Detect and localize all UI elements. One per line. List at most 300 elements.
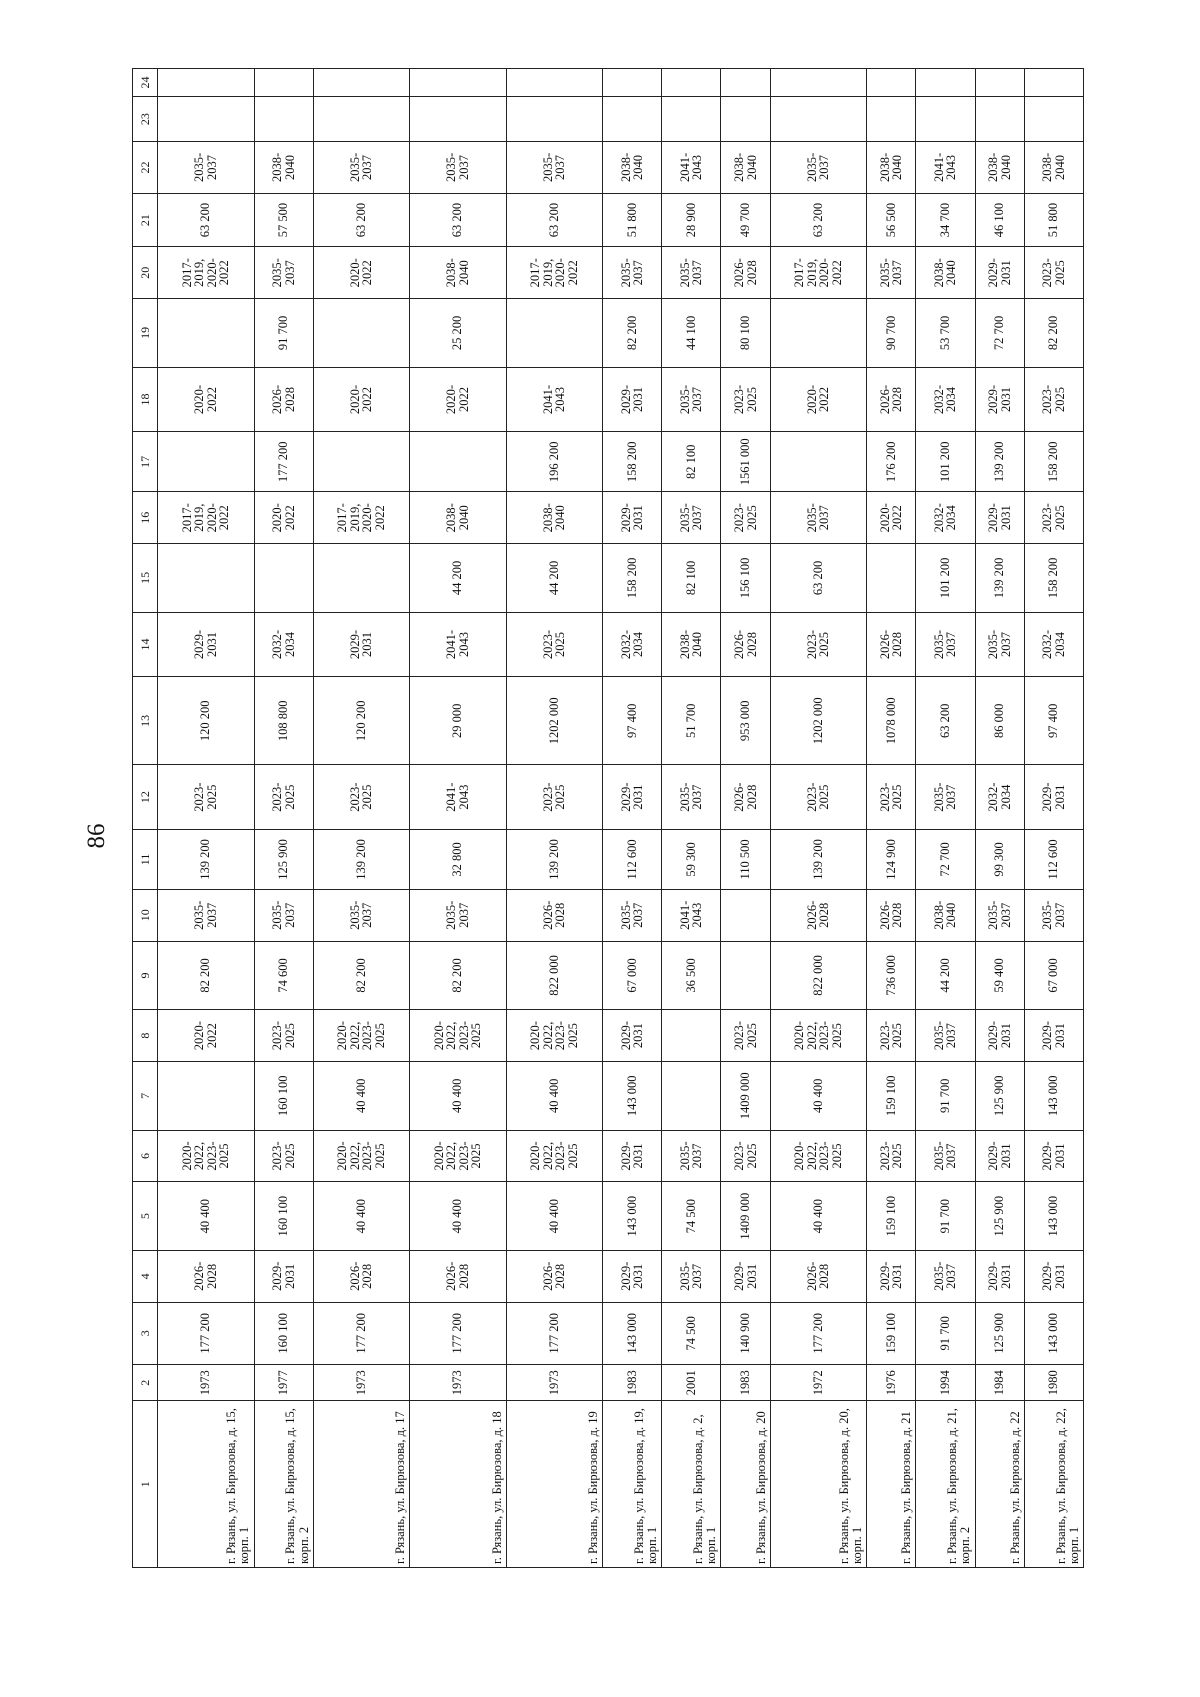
period-cell: 2020- 2022	[867, 492, 916, 544]
amount-cell	[313, 432, 410, 492]
period-cell: 2035- 2037	[662, 247, 721, 299]
build-year-cell: 1980	[1024, 1364, 1083, 1401]
period-cell: 2023- 2025	[1024, 367, 1083, 431]
period-cell: 2023- 2025	[254, 765, 313, 829]
period-cell: 2035- 2037	[662, 765, 721, 829]
period-cell: 2038- 2040	[410, 492, 507, 544]
period-cell: 2029- 2031	[1024, 1130, 1083, 1182]
amount-cell: 44 200	[506, 544, 603, 613]
column-header-3: 3	[133, 1302, 158, 1364]
period-cell: 2023- 2025	[867, 1010, 916, 1062]
build-year-cell: 1983	[603, 1364, 662, 1401]
period-cell: 2026- 2028	[254, 367, 313, 431]
amount-cell: 63 200	[410, 193, 507, 247]
amount-cell	[506, 97, 603, 142]
build-year-cell: 1977	[254, 1364, 313, 1401]
address-cell: г. Рязань, ул. Бирюзова, д. 19, корп. 1	[603, 1401, 662, 1568]
amount-cell	[313, 97, 410, 142]
amount-cell: 40 400	[410, 1061, 507, 1130]
table-row	[506, 69, 603, 1568]
period-cell: 2035- 2037	[662, 1130, 721, 1182]
period-cell	[662, 1010, 721, 1062]
amount-cell: 28 900	[662, 193, 721, 247]
amount-cell: 160 100	[254, 1302, 313, 1364]
amount-cell: 143 000	[1024, 1182, 1083, 1251]
amount-cell	[158, 69, 255, 97]
period-cell: 2017- 2019, 2020- 2022	[158, 247, 255, 299]
amount-cell: 112 600	[603, 829, 662, 889]
amount-cell	[721, 97, 770, 142]
amount-cell	[770, 299, 867, 368]
amount-cell: 82 100	[662, 544, 721, 613]
amount-cell: 125 900	[975, 1061, 1024, 1130]
period-cell: 2020- 2022, 2023- 2025	[506, 1010, 603, 1062]
period-cell: 2035- 2037	[506, 142, 603, 194]
amount-cell: 101 200	[916, 544, 975, 613]
amount-cell: 97 400	[603, 677, 662, 765]
amount-cell: 40 400	[506, 1061, 603, 1130]
column-header-4: 4	[133, 1251, 158, 1303]
period-cell: 2032- 2034	[975, 765, 1024, 829]
amount-cell: 139 200	[975, 432, 1024, 492]
amount-cell	[158, 299, 255, 368]
table-row	[313, 69, 410, 1568]
table-row	[603, 69, 662, 1568]
amount-cell: 59 300	[662, 829, 721, 889]
amount-cell: 74 500	[662, 1302, 721, 1364]
amount-cell: 158 200	[603, 544, 662, 613]
period-cell: 2023- 2025	[254, 1130, 313, 1182]
amount-cell: 101 200	[916, 432, 975, 492]
period-cell: 2023- 2025	[506, 765, 603, 829]
amount-cell: 67 000	[1024, 941, 1083, 1010]
period-cell: 2023- 2025	[770, 765, 867, 829]
amount-cell: 82 200	[410, 941, 507, 1010]
amount-cell: 1409 000	[721, 1182, 770, 1251]
period-cell: 2026- 2028	[770, 1251, 867, 1303]
period-cell: 2023- 2025	[313, 765, 410, 829]
amount-cell: 63 200	[158, 193, 255, 247]
amount-cell: 120 200	[158, 677, 255, 765]
amount-cell: 139 200	[506, 829, 603, 889]
period-cell: 2041- 2043	[410, 612, 507, 676]
period-cell: 2041- 2043	[916, 142, 975, 194]
build-year-cell: 1976	[867, 1364, 916, 1401]
amount-cell: 63 200	[770, 544, 867, 613]
period-cell: 2023- 2025	[867, 1130, 916, 1182]
table-row	[867, 69, 916, 1568]
period-cell: 2020- 2022, 2023- 2025	[770, 1130, 867, 1182]
amount-cell: 120 200	[313, 677, 410, 765]
amount-cell: 29 000	[410, 677, 507, 765]
amount-cell: 56 500	[867, 193, 916, 247]
amount-cell	[410, 69, 507, 97]
amount-cell: 82 200	[1024, 299, 1083, 368]
amount-cell: 140 900	[721, 1302, 770, 1364]
address-cell: г. Рязань, ул. Бирюзова, д. 20, корп. 1	[770, 1401, 867, 1568]
period-cell: 2029- 2031	[1024, 1010, 1083, 1062]
period-cell: 2029- 2031	[975, 247, 1024, 299]
period-cell: 2038- 2040	[867, 142, 916, 194]
amount-cell	[770, 69, 867, 97]
column-header-18: 18	[133, 367, 158, 431]
period-cell: 2029- 2031	[1024, 1251, 1083, 1303]
period-cell: 2017- 2019, 2020- 2022	[313, 492, 410, 544]
period-cell	[721, 890, 770, 942]
amount-cell: 40 400	[410, 1182, 507, 1251]
column-header-16: 16	[133, 492, 158, 544]
period-cell: 2029- 2031	[721, 1251, 770, 1303]
address-cell: г. Рязань, ул. Бирюзова, д. 15, корп. 2	[254, 1401, 313, 1568]
period-cell: 2035- 2037	[975, 890, 1024, 942]
amount-cell: 32 800	[410, 829, 507, 889]
period-cell: 2026- 2028	[867, 367, 916, 431]
amount-cell: 143 000	[1024, 1061, 1083, 1130]
amount-cell	[770, 97, 867, 142]
period-cell: 2026- 2028	[867, 890, 916, 942]
amount-cell: 82 200	[603, 299, 662, 368]
amount-cell	[603, 97, 662, 142]
table-body	[158, 69, 1084, 1568]
capital-repair-schedule-table	[132, 68, 1084, 1568]
period-cell: 2026- 2028	[313, 1251, 410, 1303]
build-year-cell: 1994	[916, 1364, 975, 1401]
build-year-cell: 1972	[770, 1364, 867, 1401]
period-cell: 2029- 2031	[158, 612, 255, 676]
amount-cell: 156 100	[721, 544, 770, 613]
period-cell: 2035- 2037	[867, 247, 916, 299]
amount-cell: 143 000	[603, 1182, 662, 1251]
amount-cell: 40 400	[313, 1182, 410, 1251]
period-cell: 2035- 2037	[603, 890, 662, 942]
amount-cell: 1078 000	[867, 677, 916, 765]
amount-cell: 44 100	[662, 299, 721, 368]
period-cell: 2038- 2040	[1024, 142, 1083, 194]
period-cell: 2041- 2043	[410, 765, 507, 829]
table-row	[254, 69, 313, 1568]
period-cell: 2035- 2037	[916, 1010, 975, 1062]
amount-cell: 125 900	[254, 829, 313, 889]
column-header-22: 22	[133, 142, 158, 194]
period-cell: 2023- 2025	[1024, 247, 1083, 299]
period-cell: 2020- 2022	[410, 367, 507, 431]
amount-cell: 53 700	[916, 299, 975, 368]
period-cell: 2035- 2037	[662, 367, 721, 431]
period-cell: 2035- 2037	[158, 142, 255, 194]
amount-cell: 159 100	[867, 1061, 916, 1130]
amount-cell	[916, 69, 975, 97]
amount-cell: 40 400	[770, 1061, 867, 1130]
period-cell: 2032- 2034	[603, 612, 662, 676]
period-cell: 2035- 2037	[770, 142, 867, 194]
address-cell: г. Рязань, ул. Бирюзова, д. 15, корп. 1	[158, 1401, 255, 1568]
amount-cell: 63 200	[770, 193, 867, 247]
period-cell: 2029- 2031	[603, 1130, 662, 1182]
period-cell: 2026- 2028	[410, 1251, 507, 1303]
column-header-5: 5	[133, 1182, 158, 1251]
period-cell: 2041- 2043	[506, 367, 603, 431]
amount-cell: 177 200	[770, 1302, 867, 1364]
address-cell: г. Рязань, ул. Бирюзова, д. 22	[975, 1401, 1024, 1568]
table-row	[916, 69, 975, 1568]
amount-cell: 80 100	[721, 299, 770, 368]
period-cell: 2035- 2037	[254, 890, 313, 942]
period-cell: 2020- 2022, 2023- 2025	[770, 1010, 867, 1062]
period-cell: 2038- 2040	[506, 492, 603, 544]
amount-cell: 25 200	[410, 299, 507, 368]
amount-cell: 110 500	[721, 829, 770, 889]
period-cell: 2035- 2037	[662, 492, 721, 544]
period-cell: 2029- 2031	[975, 1010, 1024, 1062]
amount-cell: 44 200	[410, 544, 507, 613]
table-row	[770, 69, 867, 1568]
amount-cell: 49 700	[721, 193, 770, 247]
amount-cell: 1409 000	[721, 1061, 770, 1130]
amount-cell	[721, 941, 770, 1010]
period-cell: 2041- 2043	[662, 890, 721, 942]
amount-cell: 177 200	[254, 432, 313, 492]
amount-cell	[313, 69, 410, 97]
address-cell: г. Рязань, ул. Бирюзова, д. 17	[313, 1401, 410, 1568]
amount-cell	[975, 97, 1024, 142]
period-cell: 2029- 2031	[254, 1251, 313, 1303]
amount-cell	[603, 69, 662, 97]
period-cell: 2017- 2019, 2020- 2022	[158, 492, 255, 544]
amount-cell: 44 200	[916, 941, 975, 1010]
period-cell: 2032- 2034	[254, 612, 313, 676]
period-cell: 2020- 2022	[158, 367, 255, 431]
period-cell: 2023- 2025	[721, 1010, 770, 1062]
build-year-cell: 2001	[662, 1364, 721, 1401]
period-cell: 2032- 2034	[916, 367, 975, 431]
period-cell: 2035- 2037	[916, 1251, 975, 1303]
period-cell: 2026- 2028	[506, 1251, 603, 1303]
amount-cell	[410, 97, 507, 142]
column-header-6: 6	[133, 1130, 158, 1182]
column-header-8: 8	[133, 1010, 158, 1062]
amount-cell	[662, 1061, 721, 1130]
amount-cell: 46 100	[975, 193, 1024, 247]
period-cell: 2035- 2037	[313, 890, 410, 942]
period-cell: 2029- 2031	[603, 765, 662, 829]
table-row	[1024, 69, 1083, 1568]
amount-cell	[867, 69, 916, 97]
period-cell: 2029- 2031	[603, 1010, 662, 1062]
column-number-header	[133, 69, 158, 1568]
amount-cell: 40 400	[770, 1182, 867, 1251]
address-cell: г. Рязань, ул. Бирюзова, д. 18	[410, 1401, 507, 1568]
amount-cell: 177 200	[158, 1302, 255, 1364]
amount-cell: 125 900	[975, 1302, 1024, 1364]
period-cell: 2026- 2028	[770, 890, 867, 942]
period-cell: 2035- 2037	[975, 612, 1024, 676]
period-cell: 2020- 2022	[313, 367, 410, 431]
amount-cell: 91 700	[916, 1061, 975, 1130]
column-header-12: 12	[133, 765, 158, 829]
amount-cell: 1561 000	[721, 432, 770, 492]
period-cell: 2029- 2031	[975, 1251, 1024, 1303]
amount-cell: 108 800	[254, 677, 313, 765]
period-cell: 2023- 2025	[721, 492, 770, 544]
period-cell: 2038- 2040	[254, 142, 313, 194]
amount-cell: 91 700	[254, 299, 313, 368]
amount-cell: 1202 000	[506, 677, 603, 765]
period-cell: 2020- 2022, 2023- 2025	[313, 1130, 410, 1182]
period-cell: 2035- 2037	[916, 1130, 975, 1182]
amount-cell: 59 400	[975, 941, 1024, 1010]
period-cell: 2026- 2028	[721, 247, 770, 299]
period-cell: 2026- 2028	[506, 890, 603, 942]
period-cell: 2035- 2037	[770, 492, 867, 544]
period-cell: 2038- 2040	[916, 890, 975, 942]
period-cell: 2026- 2028	[867, 612, 916, 676]
period-cell: 2038- 2040	[603, 142, 662, 194]
page-number: 86	[83, 823, 110, 849]
period-cell: 2020- 2022, 2023- 2025	[158, 1130, 255, 1182]
amount-cell: 953 000	[721, 677, 770, 765]
build-year-cell: 1973	[313, 1364, 410, 1401]
address-cell: г. Рязань, ул. Бирюзова, д. 21	[867, 1401, 916, 1568]
amount-cell: 40 400	[506, 1182, 603, 1251]
amount-cell	[867, 97, 916, 142]
period-cell: 2029- 2031	[1024, 765, 1083, 829]
column-header-19: 19	[133, 299, 158, 368]
amount-cell	[254, 69, 313, 97]
period-cell: 2038- 2040	[662, 612, 721, 676]
period-cell: 2023- 2025	[158, 765, 255, 829]
period-cell: 2029- 2031	[313, 612, 410, 676]
address-cell: г. Рязань, ул. Бирюзова, д. 19	[506, 1401, 603, 1568]
period-cell: 2023- 2025	[770, 612, 867, 676]
column-header-20: 20	[133, 247, 158, 299]
amount-cell: 124 900	[867, 829, 916, 889]
amount-cell: 160 100	[254, 1061, 313, 1130]
period-cell: 2032- 2034	[916, 492, 975, 544]
table-row	[975, 69, 1024, 1568]
amount-cell: 63 200	[313, 193, 410, 247]
amount-cell	[158, 544, 255, 613]
amount-cell	[158, 97, 255, 142]
period-cell: 2023- 2025	[721, 1130, 770, 1182]
period-cell: 2035- 2037	[603, 247, 662, 299]
amount-cell	[1024, 69, 1083, 97]
amount-cell: 139 200	[770, 829, 867, 889]
build-year-cell: 1984	[975, 1364, 1024, 1401]
period-cell: 2026- 2028	[721, 612, 770, 676]
table-row	[158, 69, 255, 1568]
amount-cell: 176 200	[867, 432, 916, 492]
period-cell: 2029- 2031	[975, 367, 1024, 431]
amount-cell: 112 600	[1024, 829, 1083, 889]
amount-cell: 90 700	[867, 299, 916, 368]
period-cell: 2026- 2028	[158, 1251, 255, 1303]
amount-cell: 125 900	[975, 1182, 1024, 1251]
amount-cell	[158, 1061, 255, 1130]
period-cell: 2020- 2022	[313, 247, 410, 299]
amount-cell: 139 200	[313, 829, 410, 889]
column-header-1: 1	[133, 1401, 158, 1568]
amount-cell: 196 200	[506, 432, 603, 492]
column-header-17: 17	[133, 432, 158, 492]
column-header-13: 13	[133, 677, 158, 765]
amount-cell: 63 200	[916, 677, 975, 765]
address-cell: г. Рязань, ул. Бирюзова, д. 20	[721, 1401, 770, 1568]
amount-cell: 63 200	[506, 193, 603, 247]
period-cell: 2041- 2043	[662, 142, 721, 194]
build-year-cell: 1973	[410, 1364, 507, 1401]
amount-cell	[721, 69, 770, 97]
amount-cell: 67 000	[603, 941, 662, 1010]
period-cell: 2023- 2025	[721, 367, 770, 431]
period-cell: 2020- 2022, 2023- 2025	[506, 1130, 603, 1182]
period-cell: 2020- 2022	[770, 367, 867, 431]
period-cell: 2029- 2031	[975, 1130, 1024, 1182]
amount-cell: 159 100	[867, 1182, 916, 1251]
build-year-cell: 1973	[506, 1364, 603, 1401]
amount-cell	[662, 97, 721, 142]
column-header-11: 11	[133, 829, 158, 889]
column-header-21: 21	[133, 193, 158, 247]
period-cell: 2023- 2025	[254, 1010, 313, 1062]
address-cell: г. Рязань, ул. Бирюзова, д. 22, корп. 1	[1024, 1401, 1083, 1568]
amount-cell: 139 200	[158, 829, 255, 889]
amount-cell: 1202 000	[770, 677, 867, 765]
period-cell: 2020- 2022, 2023- 2025	[410, 1010, 507, 1062]
period-cell: 2029- 2031	[975, 492, 1024, 544]
amount-cell: 177 200	[410, 1302, 507, 1364]
amount-cell	[254, 544, 313, 613]
amount-cell	[662, 69, 721, 97]
amount-cell: 158 200	[1024, 432, 1083, 492]
amount-cell: 736 000	[867, 941, 916, 1010]
amount-cell: 91 700	[916, 1302, 975, 1364]
amount-cell: 51 700	[662, 677, 721, 765]
period-cell: 2026- 2028	[721, 765, 770, 829]
column-header-7: 7	[133, 1061, 158, 1130]
column-header-9: 9	[133, 941, 158, 1010]
amount-cell: 139 200	[975, 544, 1024, 613]
period-cell: 2035- 2037	[1024, 890, 1083, 942]
amount-cell	[506, 69, 603, 97]
amount-cell	[770, 432, 867, 492]
table-row	[721, 69, 770, 1568]
period-cell: 2023- 2025	[867, 765, 916, 829]
amount-cell	[916, 97, 975, 142]
amount-cell	[410, 432, 507, 492]
period-cell: 2038- 2040	[916, 247, 975, 299]
address-cell: г. Рязань, ул. Бирюзова, д. 2, корп. 1	[662, 1401, 721, 1568]
column-header-10: 10	[133, 890, 158, 942]
amount-cell	[254, 97, 313, 142]
period-cell: 2029- 2031	[603, 492, 662, 544]
column-header-23: 23	[133, 97, 158, 142]
period-cell: 2035- 2037	[916, 765, 975, 829]
amount-cell	[158, 432, 255, 492]
period-cell: 2035- 2037	[916, 612, 975, 676]
amount-cell	[506, 299, 603, 368]
amount-cell: 40 400	[158, 1182, 255, 1251]
amount-cell: 97 400	[1024, 677, 1083, 765]
period-cell: 2035- 2037	[158, 890, 255, 942]
period-cell: 2029- 2031	[867, 1251, 916, 1303]
amount-cell: 158 200	[603, 432, 662, 492]
amount-cell: 91 700	[916, 1182, 975, 1251]
address-cell: г. Рязань, ул. Бирюзова, д. 21, корп. 2	[916, 1401, 975, 1568]
period-cell: 2029- 2031	[603, 1251, 662, 1303]
amount-cell: 36 500	[662, 941, 721, 1010]
amount-cell: 51 800	[603, 193, 662, 247]
amount-cell: 822 000	[506, 941, 603, 1010]
